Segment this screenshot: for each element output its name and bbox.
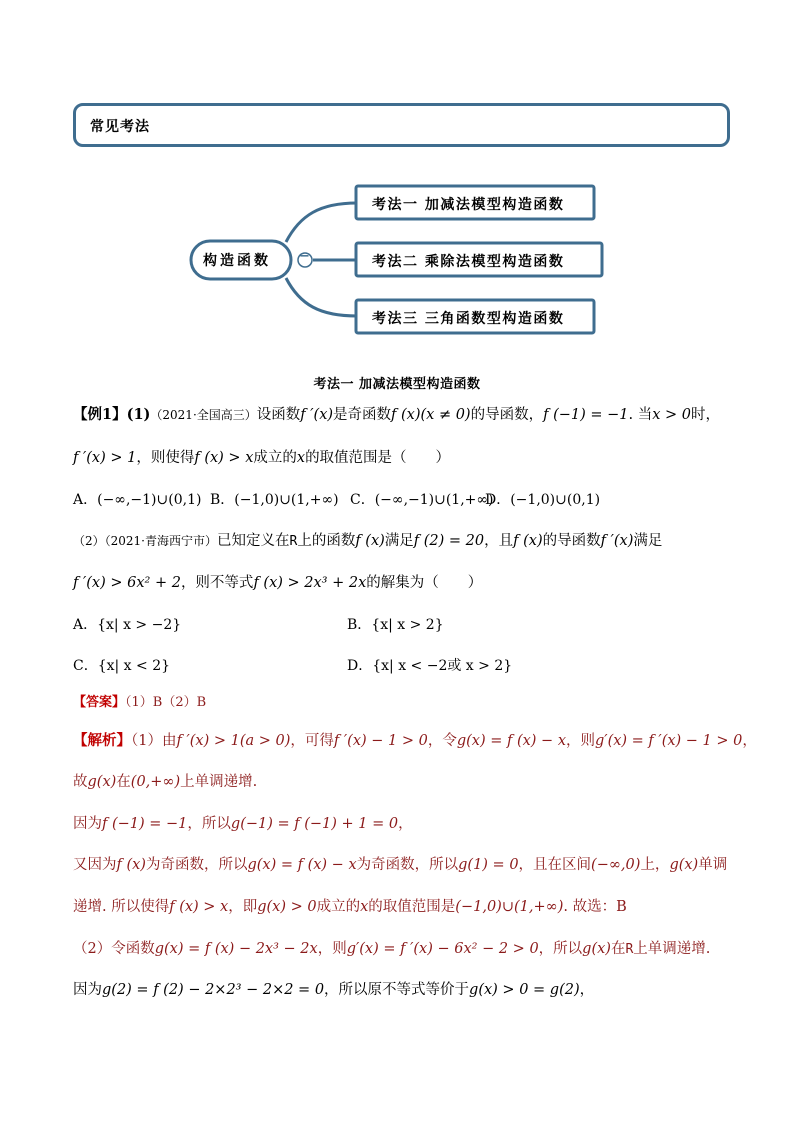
math: (0,+∞) xyxy=(130,774,181,790)
mindmap-branch-3: 考法三 三角函数型构造函数 xyxy=(372,311,565,327)
text: （2）令函数 xyxy=(73,941,155,957)
mindmap-branch-1: 考法一 加减法模型构造函数 xyxy=(372,197,565,213)
option-2d: D．{x| x < −2或 x > 2} xyxy=(347,658,513,674)
math: f (x) xyxy=(116,857,146,873)
math: g(−1) = f (−1) + 1 = 0 xyxy=(230,816,399,832)
math: f ′(x) xyxy=(600,533,634,549)
math: g(x) xyxy=(582,941,611,957)
mindmap-connector-1 xyxy=(286,203,357,242)
text: 成立的 xyxy=(253,450,297,466)
text: 成立的 xyxy=(316,899,361,915)
math: (−∞,0) xyxy=(591,857,641,873)
math: f ′(x) xyxy=(300,407,334,423)
text: ，所以 xyxy=(538,941,583,957)
text: 因为 xyxy=(73,982,102,998)
math: x > 0 xyxy=(652,407,692,423)
example-line-3 xyxy=(73,531,662,552)
text: 单调 xyxy=(698,857,728,873)
analysis-line-1 xyxy=(73,731,757,751)
text: ，即 xyxy=(228,899,258,915)
text: 在 xyxy=(116,774,131,790)
option-2a: A．{x| x > −2} xyxy=(73,617,182,633)
math: R xyxy=(625,942,634,957)
text: 的导函数 xyxy=(542,533,601,549)
math: f (−1) = −1 xyxy=(543,407,629,423)
section-title: 考法一 加减法模型构造函数 xyxy=(313,377,481,392)
math: g(x) xyxy=(669,857,699,873)
math: f (x) xyxy=(355,533,385,549)
text: . 故选：B xyxy=(563,899,627,915)
text: ，则 xyxy=(317,941,347,957)
text: 设函数 xyxy=(256,407,301,423)
text: 为奇函数，所以 xyxy=(356,857,459,873)
math: f (2) = 20 xyxy=(413,533,485,549)
text: 的取值范围是 xyxy=(368,899,456,915)
text: 递增. 所以使得 xyxy=(73,899,170,915)
math: f ′(x) > 1(a > 0) xyxy=(176,733,291,749)
text: 为奇函数，所以 xyxy=(145,857,248,873)
math: f (x) > 2x³ + 2x xyxy=(253,575,367,591)
math: g(x) xyxy=(87,774,117,790)
math: x xyxy=(360,899,369,915)
text: 在 xyxy=(610,941,626,957)
source-tag: （2021·全国高三） xyxy=(150,408,257,422)
text: ，可得 xyxy=(290,733,334,749)
math: (−1,0)∪(1,+∞) xyxy=(455,899,564,915)
mindmap-connector-3 xyxy=(286,278,357,316)
math: f (x) > x xyxy=(169,899,229,915)
text: ，则 xyxy=(566,733,595,749)
math: g(2) = f (2) − 2×2³ − 2×2 = 0 xyxy=(102,982,325,998)
mindmap-root-label: 构造函数 xyxy=(203,253,271,269)
text: ， xyxy=(398,816,413,832)
math: x xyxy=(296,450,306,466)
math: g(1) = 0 xyxy=(458,857,519,873)
math: g(x) > 0 xyxy=(257,899,317,915)
analysis-line-2 xyxy=(73,772,257,792)
math: f (−1) = −1 xyxy=(102,816,188,832)
text: ，且在区间 xyxy=(518,857,592,873)
text: ，则不等式 xyxy=(180,575,254,591)
math: f (x) > x xyxy=(194,450,254,466)
example-line-1 xyxy=(73,405,720,425)
option-1d: D．(−1,0)∪(0,1) xyxy=(485,492,601,508)
math: f ′(x) − 1 > 0 xyxy=(333,733,428,749)
example-tag: 【例1】 xyxy=(73,406,127,423)
text: ，且 xyxy=(484,533,514,549)
math: f ′(x) > 6x² + 2 xyxy=(73,575,181,591)
source-tag: （2021·青海西宁市） xyxy=(104,534,217,548)
text: 上单调递增. xyxy=(633,941,711,957)
math: f ′(x) > 1 xyxy=(73,450,137,466)
answer-line xyxy=(73,693,206,713)
text: ， xyxy=(742,733,757,749)
text: 的解集为（ ） xyxy=(366,575,483,591)
text: （1）由 xyxy=(131,733,177,749)
math: g(x) = f (x) − 2x³ − 2x xyxy=(154,941,318,957)
analysis-line-5 xyxy=(73,897,627,917)
text: 的导函数， xyxy=(470,407,544,423)
text: 又因为 xyxy=(73,857,117,873)
text: 时， xyxy=(691,407,721,423)
text: ，令 xyxy=(427,733,457,749)
text: ， xyxy=(579,982,595,998)
section-header-title: 常见考法 xyxy=(90,119,150,135)
mindmap-branch-2: 考法二 乘除法模型构造函数 xyxy=(372,254,565,270)
text: 上， xyxy=(640,857,670,873)
analysis-tag: 【解析】 xyxy=(73,732,131,749)
text: ，所以原不等式等价于 xyxy=(324,982,470,998)
option-1b: B．(−1,0)∪(1,+∞) xyxy=(210,492,339,508)
analysis-line-4 xyxy=(73,855,727,875)
text: 满足 xyxy=(633,533,663,549)
text: 上单调递增. xyxy=(180,774,258,790)
part-label: (1) xyxy=(126,406,151,423)
math: f (x)(x ≠ 0) xyxy=(391,407,471,423)
math: g′(x) = f ′(x) − 6x² − 2 > 0 xyxy=(346,941,539,957)
text: ，则使得 xyxy=(136,450,195,466)
option-2b: B．{x| x > 2} xyxy=(347,617,444,633)
text: 已知定义在 xyxy=(217,533,290,549)
option-2c: C．{x| x < 2} xyxy=(73,658,171,674)
math: g′(x) = f ′(x) − 1 > 0 xyxy=(595,733,743,749)
math: R xyxy=(289,534,298,549)
example-line-4 xyxy=(73,573,482,593)
math: g(x) = f (x) − x xyxy=(247,857,357,873)
math: g(x) = f (x) − x xyxy=(456,733,566,749)
part-label: （2） xyxy=(73,534,105,548)
text: . 当 xyxy=(628,407,653,423)
example-line-2 xyxy=(73,448,450,468)
text: 上的函数 xyxy=(297,533,356,549)
text: ，所以 xyxy=(187,816,231,832)
option-1c: C．(−∞,−1)∪(1,+∞) xyxy=(350,492,494,508)
answer-tag: 【答案】 xyxy=(73,695,126,710)
text: 是奇函数 xyxy=(333,407,392,423)
text: 因为 xyxy=(73,816,102,832)
collapse-symbol[interactable]: − xyxy=(299,249,310,264)
analysis-line-6 xyxy=(73,939,710,960)
text: 的取值范围是（ ） xyxy=(305,450,451,466)
analysis-line-7 xyxy=(73,980,594,1000)
option-1a: A．(−∞,−1)∪(0,1) xyxy=(73,492,202,508)
math: g(x) > 0 = g(2) xyxy=(469,982,580,998)
text: 故 xyxy=(73,774,88,790)
analysis-line-3 xyxy=(73,814,413,834)
math: f (x) xyxy=(513,533,543,549)
text: 满足 xyxy=(384,533,414,549)
mindmap-diagram xyxy=(0,0,794,360)
answer-text: （1）B（2）B xyxy=(125,695,207,710)
